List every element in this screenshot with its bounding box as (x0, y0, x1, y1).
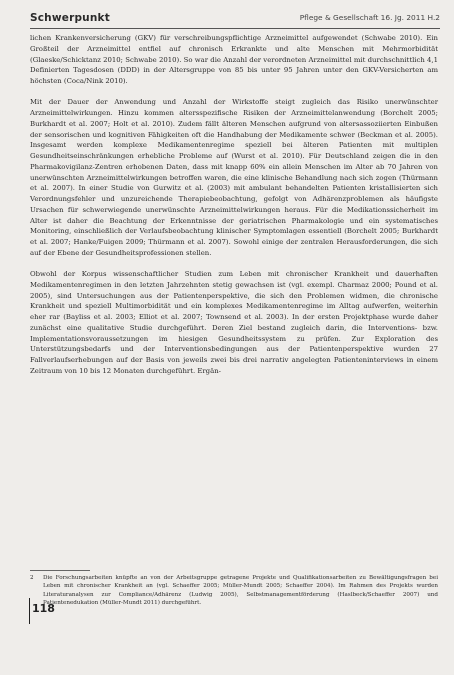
paragraph-2: Mit der Dauer der Anwendung und Anzahl der Wirkstoffe steigt zugleich das Risiko unerwünschter Arzneimittelwirkungen. Hinzu kommen altersspezifische Risiken der Arzneimittelanwendung (Borchelt 2005; Burkhardt et al. 2007; Holt et al. 2010). Zudem fällt älteren Menschen aufgrund von altersassoziierten Einbußen der sensorischen und kognitiven Fähigkeiten oft die Handhabung der Medikamente schwer (Beckman et al. 2005). Insgesamt werden komplexe Medikamentenregime speziell bei älteren Patienten mit multiplen Gesundheitseinschränkungen erhebliche Probleme auf (Wurst et al. 2010). Für Deutschland zeigen die in den Pharmakovigilanz-Zentren erhobenen Daten, dass mit knapp 60% ein allein Menschen im Alter ab 70 Jahren von unerwünschten Arzneimittelwirkungen betroffen waren, die eine klinische Behandlung nach sich zogen (Thürmann et al. 2007). In einer Studie von Gurwitz et al. (2003) mit ambulant behandelten Patienten kristallisierten sich Verordnungsfehler und unzureichende Therapiebeobachtung, gefolgt von Adhärenzproblemen als häufigste Ursachen für schwerwiegende unerwünschte Arzneimittelwirkungen heraus. Für die Medikationssicherheit im Alter ist daher die Beachtung der Erkenntnisse der geriatrischen Pharmakologie und ein systematisches Monitoring, einschließlich der Verlaufsbeobachtung klinischer Symptomlagen essentiell (Borchelt 2005; Burkhardt et al. 2007; Hanke/Fuigen 2009; Thürmann et al. 2007). Sowohl einige der zentralen Herausforderungen, die sich auf der Ebene der Gesundheitsprofessionen stellen. (30, 98, 438, 257)
running-header (30, 12, 440, 26)
footnote-text: Die Forschungsarbeiten knüpfte an von der Arbeitsgruppe getragene Projekte und Qualifikationsarbeiten zu Bewältigungsfragen bei Leben mit chronischer Krankheit an (vgl. Schaeffer 2005; Müller-Mundt 2005; Schaeffer 2004). Im Rahmen des Projekts wurden Literaturanalysen zur Compliance/Adhärenz (Ludwig 2005), Selbstmanagementförderung (Haslbeck/Schaeffer 2007) und Patientenedukation (Müller-Mundt 2011) durchgeführt. (43, 575, 438, 606)
footnote-number: 2 (30, 575, 34, 581)
paragraph-1: lichen Krankenversicherung (GKV) für verschreibungspflichtige Arzneimittel aufgewendet (Schwabe 2010). Ein Großteil der Arzneimittel entfiel auf chronisch Erkrankte und alte Menschen mit Mehrmorbidität (Glaeske/Schicktanz 2010; Schwabe 2010). So war die Anzahl der verordneten Arzneimittel mit durchschnittlich 4,1 Definierten Tagesdosen (DDD) in der Altersgruppe von 85 bis unter 95 Jahren unter den GKV-Versicherten am höchsten (Coca/Nink 2010). (30, 34, 438, 85)
footnote (30, 574, 438, 607)
paragraph-3: Obwohl der Korpus wissenschaftlicher Studien zum Leben mit chronischer Krankheit und dauerhaften Medikamentenregimen in den letzten Jahrzehnten stetig gewachsen ist (vgl. exempl. Charmaz 2000; Pound et al. 2005), sind Untersuchungen aus der Patientenperspektive, die sich den Problemen widmen, die chronische Krankheit und speziell Multimorbidität und ein komplexes Medikamentenregime im Alltag aufwerfen, weiterhin eher rar (Bayliss et al. 2003; Elliot et al. 2007; Townsend et al. 2003). In der ersten Projektphase wurde daher zunächst eine qualitative Studie durchgeführt. Deren Ziel bestand zugleich darin, die Interventions- bzw. Implementationsvoraussetzungen im hiesigen Gesundheitssystem zu prüfen. Zur Exploration des Unterstützungsbedarfs und der Interventionsbedingungen aus der Patientenperspektive wurden 27 Fallverlaufserhebungen auf der Basis von jeweils zwei bis drei narrativ angelegten Patienteninterviews in einem Zeitraum von 10 bis 12 Monaten durchgeführt. Ergän- (30, 270, 438, 375)
page-number-bar (29, 598, 30, 624)
footnote-rule (30, 570, 90, 571)
section-title: Schwerpunkt (30, 12, 110, 24)
header-rule (30, 28, 440, 29)
journal-citation: Pflege & Gesellschaft 16. Jg. 2011 H.2 (299, 13, 440, 22)
page-number: 118 (32, 602, 55, 615)
body-text (30, 33, 438, 377)
